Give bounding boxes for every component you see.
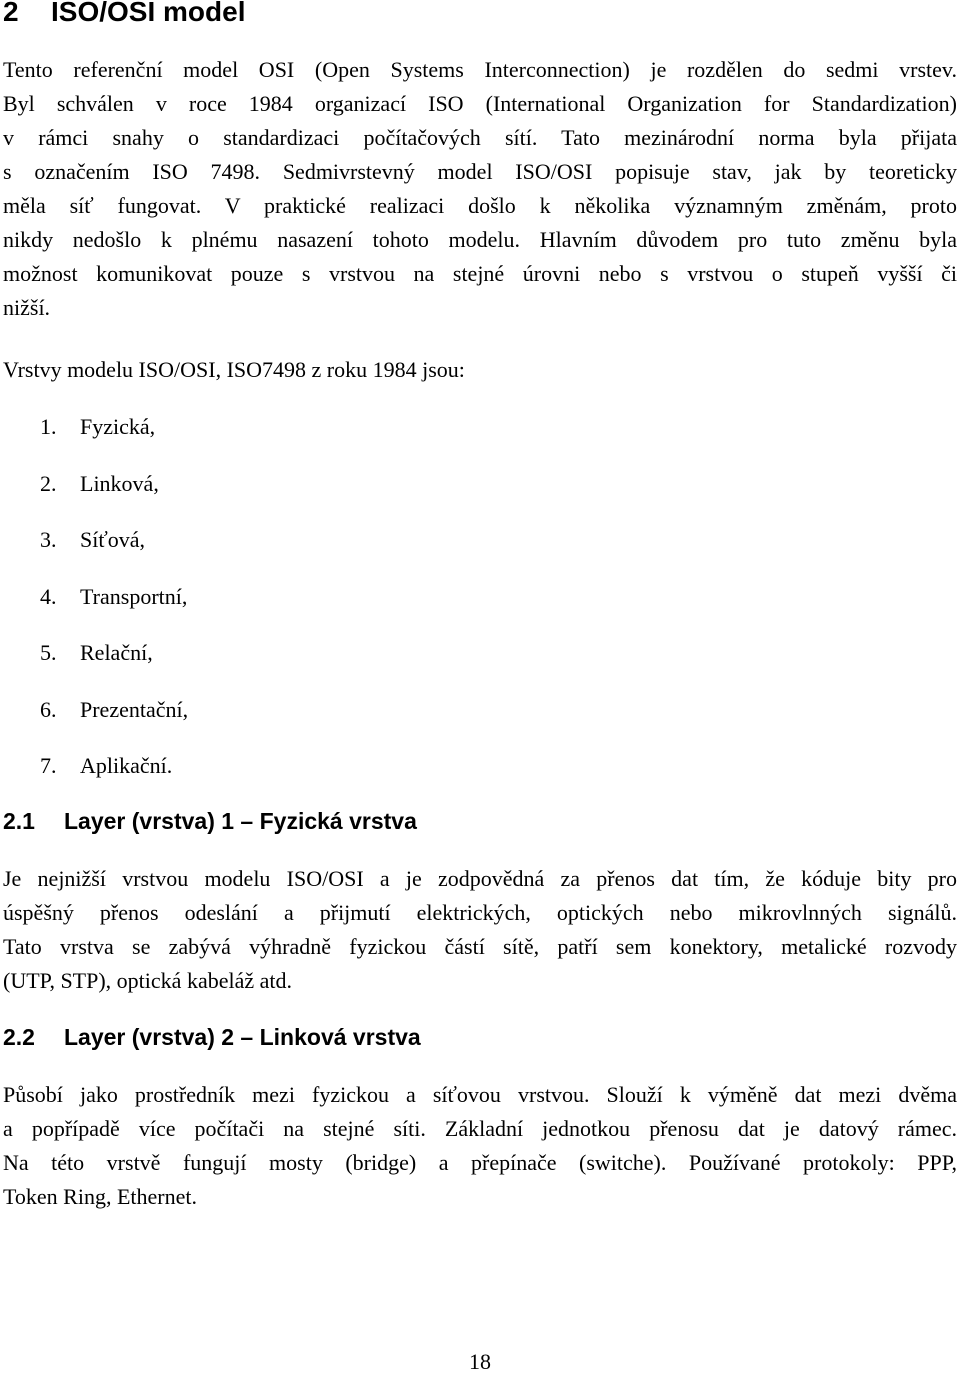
paragraph-line: Byl schválen v roce 1984 organizací ISO (International Organization for Standardization) (3, 91, 957, 116)
section-heading-2-1 (3, 806, 417, 836)
paragraph-line: měla síť fungovat. V praktické realizaci došlo k několika významným změnám, proto (3, 193, 957, 218)
paragraph-line: nikdy nedošlo k plnému nasazení tohoto modelu. Hlavním důvodem pro tuto změnu byla (3, 227, 957, 252)
paragraph-line: (UTP, STP), optická kabeláž atd. (3, 968, 292, 993)
paragraph-line: Je nejnižší vrstvou modelu ISO/OSI a je zodpovědná za přenos dat tím, že kóduje bity pro (3, 866, 957, 891)
list-item-label: Transportní, (80, 583, 188, 609)
intro-paragraph (3, 53, 957, 325)
section-2-1-paragraph (3, 862, 957, 998)
list-item-number: 1. (40, 414, 57, 439)
paragraph-line: nižší. (3, 295, 51, 320)
list-item-label: Aplikační. (80, 753, 173, 778)
section-number: 2.2 (3, 1024, 35, 1050)
list-item (40, 636, 188, 693)
paragraph-line: Tento referenční model OSI (Open Systems Interconnection) je rozdělen do sedmi vrstev. (3, 57, 957, 82)
list-item-number: 7. (40, 753, 57, 778)
list-item (40, 523, 188, 580)
list-item-label: Prezentační, (80, 696, 189, 722)
list-item-number: 6. (40, 696, 57, 722)
chapter-title: ISO/OSI model (51, 0, 246, 27)
layers-intro: Vrstvy modelu ISO/OSI, ISO7498 z roku 1984 jsou: (3, 357, 465, 382)
list-item-number: 4. (40, 583, 57, 609)
paragraph-line: a popřípadě více počítači na stejné síti. Základní jednotkou přenosu dat je datový rámec. (3, 1116, 957, 1141)
paragraph-line: úspěšný přenos odeslání a přijmutí elektrických, optických nebo mikrovlnných signálů. (3, 900, 957, 925)
section-2-2-paragraph (3, 1078, 957, 1214)
section-heading-2-2 (3, 1022, 421, 1052)
list-item (40, 749, 188, 806)
list-item-label: Linková, (80, 470, 159, 496)
paragraph-line: v rámci snahy o standardizaci počítačových sítí. Tato mezinárodní norma byla přijata (3, 125, 957, 150)
paragraph-line: Na této vrstvě fungují mosty (bridge) a přepínače (switche). Používané protokoly: PPP, (3, 1150, 957, 1175)
list-item-number: 3. (40, 527, 57, 552)
section-title: Layer (vrstva) 2 – Linková vrstva (64, 1024, 421, 1050)
list-item-label: Síťová, (80, 527, 146, 552)
paragraph-line: s označením ISO 7498. Sedmivrstevný model ISO/OSI popisuje stav, jak by teoreticky (3, 159, 957, 184)
page-number: 18 (469, 1349, 491, 1374)
section-title: Layer (vrstva) 1 – Fyzická vrstva (64, 808, 417, 834)
paragraph-line: Tato vrstva se zabývá výhradně fyzickou částí sítě, patří sem konektory, metalické rozvody (3, 934, 957, 959)
list-item (40, 410, 188, 467)
list-item (40, 467, 188, 524)
list-item-number: 2. (40, 470, 57, 496)
list-item (40, 580, 188, 637)
list-item-label: Relační, (80, 640, 153, 665)
paragraph-line: Token Ring, Ethernet. (3, 1184, 197, 1209)
chapter-number: 2 (3, 0, 19, 27)
list-item-label: Fyzická, (80, 414, 156, 439)
paragraph-line: Působí jako prostředník mezi fyzickou a síťovou vrstvou. Slouží k výměně dat mezi dvěma (3, 1082, 957, 1107)
layers-list (40, 410, 188, 806)
list-item-number: 5. (40, 640, 57, 665)
chapter-heading (3, 0, 245, 30)
paragraph-line: možnost komunikovat pouze s vrstvou na stejné úrovni nebo s vrstvou o stupeň vyšší či (3, 261, 957, 286)
section-number: 2.1 (3, 808, 35, 834)
list-item (40, 693, 188, 750)
